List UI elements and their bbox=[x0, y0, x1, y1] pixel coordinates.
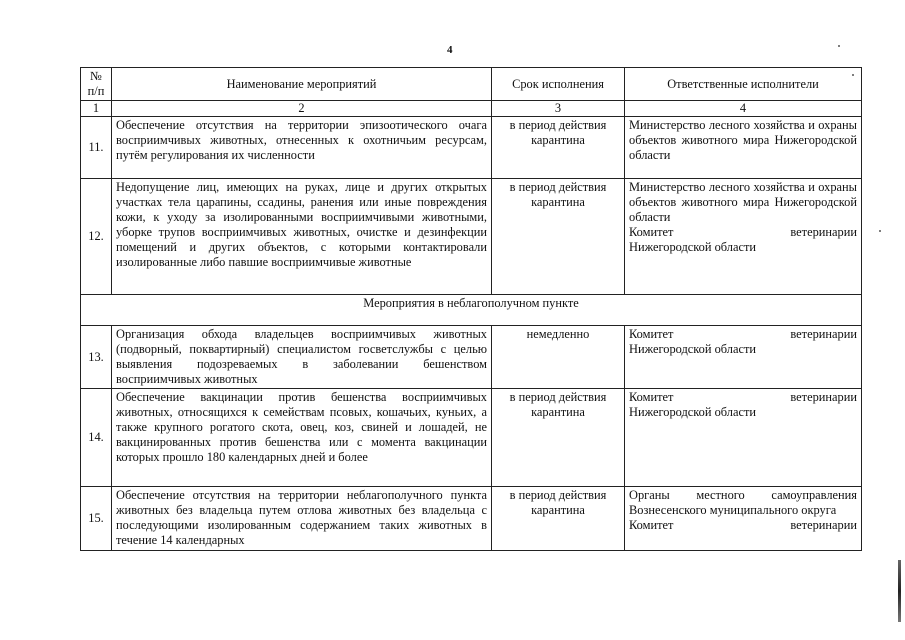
header-num: № п/п bbox=[81, 68, 112, 101]
responsible-word: ветеринарии bbox=[790, 518, 857, 532]
responsible-word: Комитет bbox=[629, 327, 674, 341]
section-row bbox=[81, 295, 862, 326]
scan-speck bbox=[879, 230, 881, 232]
measure-term: в период действия карантина bbox=[492, 117, 625, 179]
measure-name: Организация обхода владельцев восприимчивых животных (подворный, поквартирный) специалистом госветслужбы с целью выявления подозреваемых в заболевании бешенством восприимчивых животных bbox=[112, 326, 492, 389]
measure-name-text: Обеспечение отсутствия на территории неблагополучного пункта животных без владельца путем отлова животных без владельца с последующими изолированным содержанием таких животных в течение 14 календарных bbox=[116, 488, 487, 547]
row-number: 11. bbox=[81, 117, 112, 179]
responsible-word: Комитет bbox=[629, 225, 674, 239]
responsible-line: Нижегородской области bbox=[629, 342, 757, 356]
responsible-word: ветеринарии bbox=[790, 390, 857, 404]
measure-responsible: Министерство лесного хозяйства и охраны объектов животного мира Нижегородской области bbox=[625, 117, 862, 179]
index-cell: 1 bbox=[81, 101, 112, 117]
index-cell: 2 bbox=[112, 101, 492, 117]
responsible-line: Нижегородской области bbox=[629, 405, 757, 419]
header-row bbox=[81, 68, 862, 101]
table-row bbox=[81, 389, 862, 487]
responsible-line bbox=[629, 518, 857, 533]
measure-responsible bbox=[625, 389, 862, 487]
measure-term: в период действия карантина bbox=[492, 389, 625, 487]
measure-term: в период действия карантина bbox=[492, 487, 625, 551]
responsible-line: Нижегородской области bbox=[629, 240, 757, 254]
measure-responsible bbox=[625, 326, 862, 389]
row-number: 13. bbox=[81, 326, 112, 389]
responsible-word: ветеринарии bbox=[790, 225, 857, 239]
measure-responsible bbox=[625, 179, 862, 295]
responsible-line bbox=[629, 390, 857, 405]
measure-name: Обеспечение отсутствия на территории эпизоотического очага восприимчивых животных, отнесенных к охотничьим ресурсам, путём регулирования их численности bbox=[112, 117, 492, 179]
measures-table bbox=[80, 67, 862, 551]
measure-name: Обеспечение вакцинации против бешенства восприимчивых животных, относящихся к семействам псовых, кошачьих, куньих, а также крупного рогатого скота, овец, коз, свиней и лошадей, не вакцинированных против бешенства или с момента вакцинации которых прошло 180 календарных дней и более bbox=[112, 389, 492, 487]
table-row bbox=[81, 179, 862, 295]
index-row bbox=[81, 101, 862, 117]
measure-term: немедленно bbox=[492, 326, 625, 389]
header-name: Наименование мероприятий bbox=[112, 68, 492, 101]
responsible-line: Органы местного самоуправления Вознесенского муниципального округа bbox=[629, 488, 857, 517]
responsible-line bbox=[629, 225, 857, 240]
row-number: 12. bbox=[81, 179, 112, 295]
table-row bbox=[81, 326, 862, 389]
responsible-line bbox=[629, 327, 857, 342]
index-cell: 4 bbox=[625, 101, 862, 117]
table-row bbox=[81, 117, 862, 179]
responsible-word: ветеринарии bbox=[790, 327, 857, 341]
responsible-line: Министерство лесного хозяйства и охраны объектов животного мира Нижегородской области bbox=[629, 180, 857, 224]
row-number: 14. bbox=[81, 389, 112, 487]
scan-speck bbox=[852, 74, 854, 76]
responsible-word: Комитет bbox=[629, 518, 674, 532]
header-resp: Ответственные исполнители bbox=[625, 68, 862, 101]
page-number: 4 bbox=[447, 44, 453, 56]
index-cell: 3 bbox=[492, 101, 625, 117]
measure-name: Недопущение лиц, имеющих на руках, лице и других открытых участках тела царапины, ссадины, ранения или иные повреждения кожи, к уходу за изолированными восприимчивыми животными, уборке трупов восприимчивых животных, очистке и дезинфекции помещений и других объектов, с которыми контактировали изолированные либо павшие восприимчивые животные bbox=[112, 179, 492, 295]
measure-name bbox=[112, 487, 492, 551]
scan-edge-mark bbox=[898, 560, 901, 622]
scan-speck bbox=[838, 45, 840, 47]
responsible-word: Комитет bbox=[629, 390, 674, 404]
table-row bbox=[81, 487, 862, 551]
header-term: Срок исполнения bbox=[492, 68, 625, 101]
section-title: Мероприятия в неблагополучном пункте bbox=[81, 295, 862, 326]
row-number: 15. bbox=[81, 487, 112, 551]
measure-responsible bbox=[625, 487, 862, 551]
measure-term: в период действия карантина bbox=[492, 179, 625, 295]
